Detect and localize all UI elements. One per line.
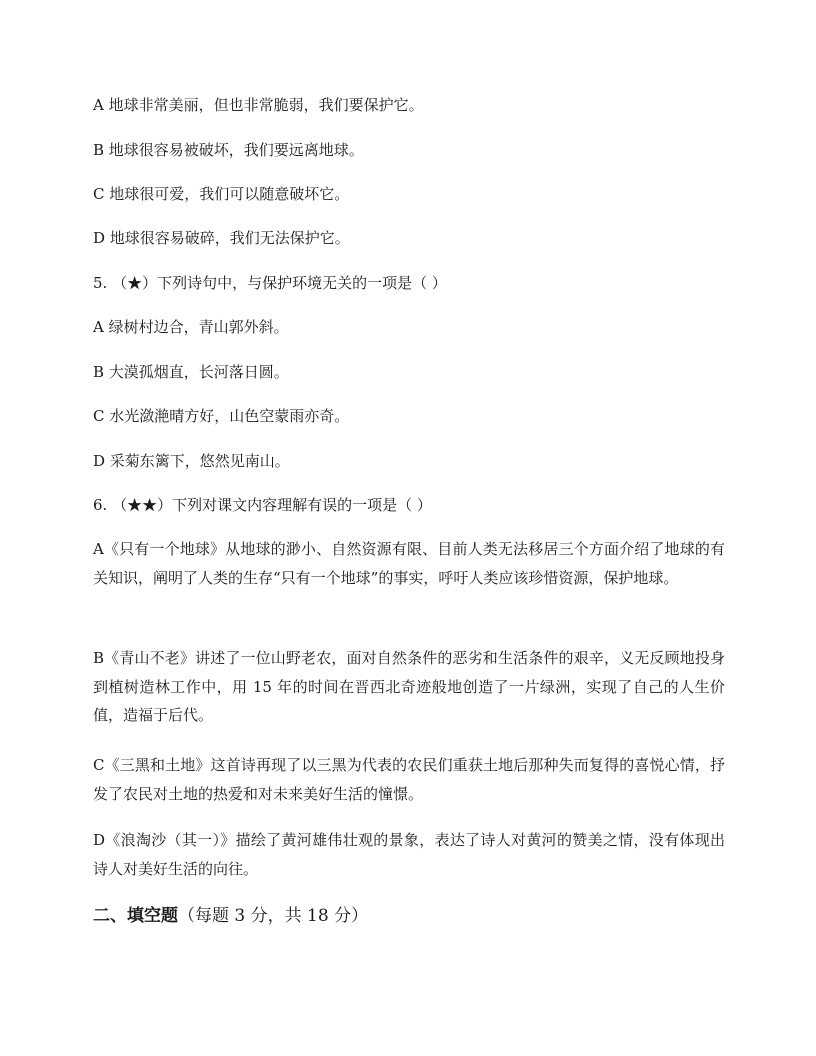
- q5-option-a: A 绿树村边合，青山郭外斜。: [93, 318, 289, 336]
- q4-option-d: D 地球很容易破碎，我们无法保护它。: [93, 229, 350, 247]
- q4-option-a: A 地球非常美丽，但也非常脆弱，我们要保护它。: [93, 96, 424, 114]
- q5-stem: 5. （★）下列诗句中，与保护环境无关的一项是（ ）: [93, 274, 447, 292]
- q6-option-b: B《青山不老》讲述了一位山野老农，面对自然条件的恶劣和生活条件的艰辛，义无反顾地投身到植树造林工作中，用 15 年的时间在晋西北奇迹般地创造了一片绿洲，实现了自己的人生价值，造福于后代。: [93, 649, 725, 724]
- q4-option-c: C 地球很可爱，我们可以随意破坏它。: [93, 185, 350, 203]
- section-title-text: 二、填空题: [93, 906, 178, 926]
- q6-stem: 6. （★★）下列对课文内容理解有误的一项是（ ）: [93, 496, 432, 514]
- q6-option-a: A《只有一个地球》从地球的渺小、自然资源有限、目前人类无法移居三个方面介绍了地球的有关知识，阐明了人类的生存“只有一个地球”的事实，呼吁人类应该珍惜资源，保护地球。: [93, 540, 725, 587]
- q6-option-d: D《浪淘沙（其一）》描绘了黄河雄伟壮观的景象，表达了诗人对黄河的赞美之情，没有体现出诗人对美好生活的向往。: [93, 831, 725, 878]
- section-title: [93, 902, 368, 930]
- q5-option-b: B 大漠孤烟直，长河落日圆。: [93, 363, 289, 381]
- q4-option-b: B 地球很容易被破坏，我们要远离地球。: [93, 141, 364, 159]
- q6-option-c: C《三黑和土地》这首诗再现了以三黑为代表的农民们重获土地后那种失而复得的喜悦心情，抒发了农民对土地的热爱和对未来美好生活的憧憬。: [93, 756, 725, 803]
- q5-option-d: D 采菊东篱下，悠然见南山。: [93, 452, 290, 470]
- section-title-note: （每题 3 分，共 18 分）: [178, 906, 369, 926]
- q5-option-c: C 水光潋滟晴方好，山色空蒙雨亦奇。: [93, 407, 350, 425]
